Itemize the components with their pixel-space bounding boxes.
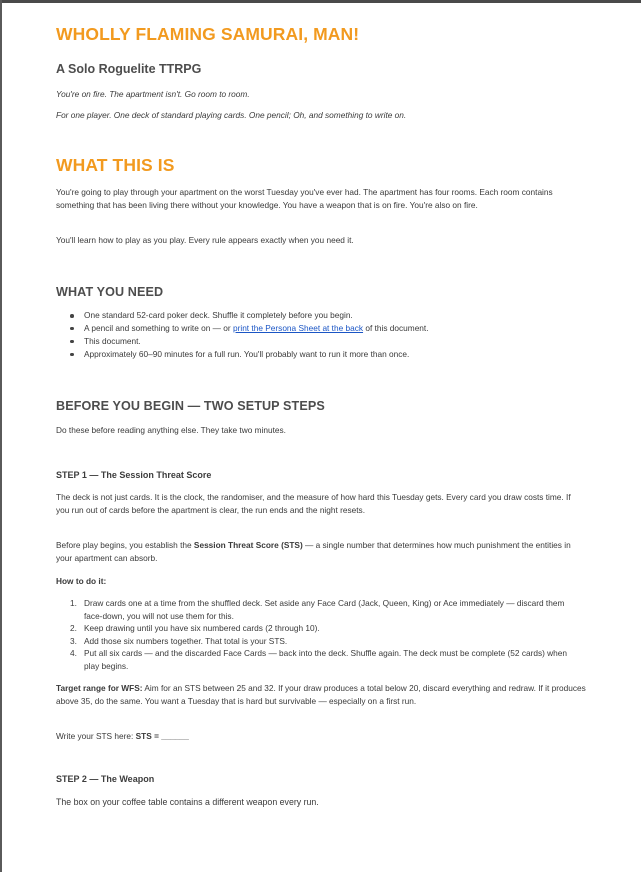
what-this-is-paragraph-1: You're going to play through your apartment on the worst Tuesday you've ever had. The apartment has four rooms. Each room contains something that has been living there without your knowledge. You have a weapon that is on fire. You're also on fire. — [56, 187, 553, 210]
document-subtitle: A Solo Roguelite TTRPG — [56, 62, 202, 76]
sts-write-line: Write your STS here: STS = ______ — [56, 731, 189, 741]
what-this-is-heading: WHAT THIS IS — [56, 155, 175, 175]
before-you-begin-intro: Do these before reading anything else. They take two minutes. — [56, 425, 286, 435]
list-item: A pencil and something to write on — or print the Persona Sheet at the back of this document. — [56, 322, 576, 335]
instruction-item — [56, 635, 576, 648]
what-you-need-list — [56, 309, 576, 361]
window-top-border — [0, 0, 641, 3]
list-item: This document. — [56, 335, 576, 348]
document-title: WHOLLY FLAMING SAMURAI, MAN! — [56, 24, 360, 44]
list-item: One standard 52-card poker deck. Shuffle it completely before you begin. — [56, 309, 576, 322]
instruction-item — [56, 622, 576, 635]
instruction-number: 4. — [70, 648, 77, 658]
what-you-need-heading: WHAT YOU NEED — [56, 285, 164, 299]
target-range-paragraph: Target range for WFS: Aim for an STS between 25 and 32. If your draw produces a total below 20, discard everything and redraw. If it produces above 35, do the same. You want a Tuesday that is hard but survivable — especially on a first run. — [56, 683, 586, 706]
step2-heading: STEP 2 — The Weapon — [56, 774, 155, 784]
step1-instructions-list — [56, 597, 576, 672]
what-this-is-paragraph-2: You'll learn how to play as you play. Every rule appears exactly when you need it. — [56, 235, 354, 245]
requirements-line: For one player. One deck of standard playing cards. One pencil; Oh, and something to write on. — [56, 110, 407, 120]
step1-paragraph-2: Before play begins, you establish the Session Threat Score (STS) — a single number that determines how much punishment the entities in your apartment can absorb. — [56, 540, 571, 563]
instruction-text: Add those six numbers together. That total is your STS. — [84, 635, 288, 646]
before-you-begin-heading: BEFORE YOU BEGIN — TWO SETUP STEPS — [56, 399, 325, 413]
step2-paragraph-1: The box on your coffee table contains a different weapon every run. — [56, 797, 319, 807]
persona-sheet-link[interactable]: print the Persona Sheet at the back — [232, 322, 364, 333]
tagline: You're on fire. The apartment isn't. Go room to room. — [56, 89, 250, 99]
step1-heading: STEP 1 — The Session Threat Score — [56, 470, 212, 480]
list-item: Approximately 60–90 minutes for a full run. You'll probably want to run it more than once. — [56, 348, 576, 361]
instruction-text: Draw cards one at a time from the shuffled deck. Set aside any Face Card (Jack, Queen, King) or Ace immediately — discard them face-down, you will not use them for this. — [84, 598, 565, 621]
instruction-text: Put all six cards — and the discarded Face Cards — back into the deck. Shuffle again. The deck must be complete (52 cards) when play begins. — [84, 648, 568, 671]
window-left-border — [0, 0, 2, 872]
how-to-label: How to do it: — [56, 576, 107, 586]
instruction-item — [56, 647, 576, 672]
instruction-text: Keep drawing until you have six numbered cards (2 through 10). — [84, 623, 320, 633]
instruction-number: 1. — [70, 598, 77, 608]
instruction-item — [56, 597, 576, 622]
instruction-number: 3. — [70, 635, 77, 646]
instruction-number: 2. — [70, 623, 77, 633]
step1-paragraph-1: The deck is not just cards. It is the clock, the randomiser, and the measure of how hard this Tuesday gets. Every card you draw costs time. If you run out of cards before the apartment is clear, the run ends and the night resets. — [56, 492, 571, 515]
